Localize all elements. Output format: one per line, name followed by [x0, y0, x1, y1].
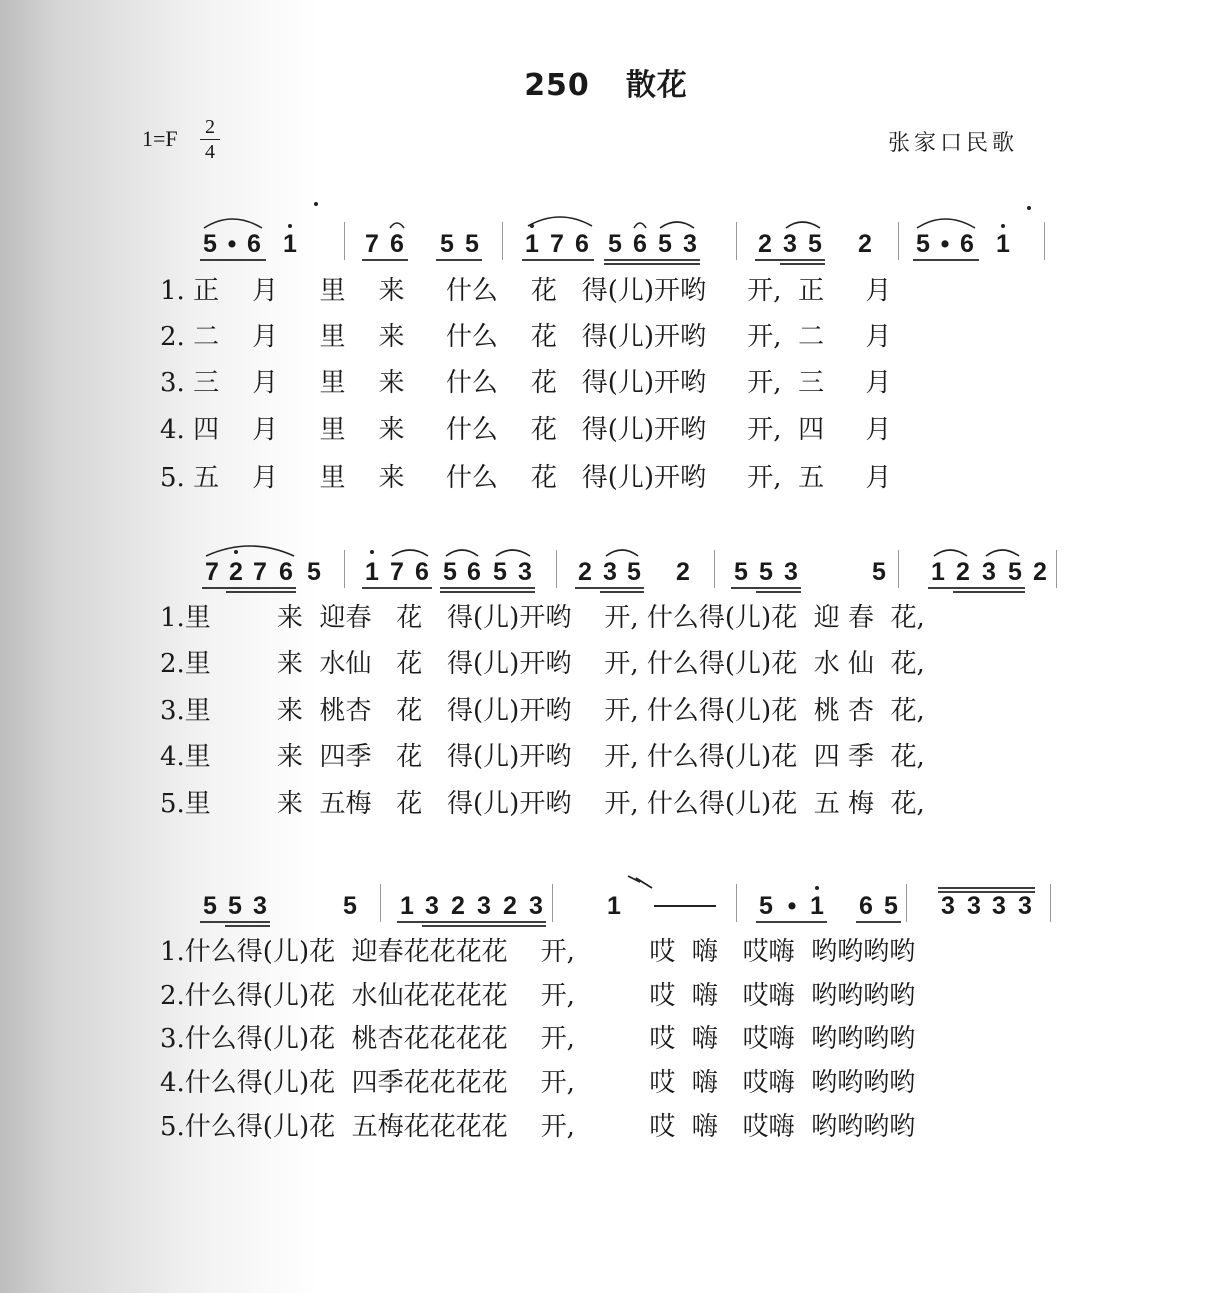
slur — [917, 219, 975, 228]
melody-note: 3 — [253, 892, 267, 920]
song-origin: 张家口民歌 — [888, 131, 1019, 156]
lyric-line: 2. 二 月 里 来 什么 花 得(儿)开哟 开, 二 月 — [160, 322, 892, 352]
lyric-line: 1. 正 月 里 来 什么 花 得(儿)开哟 开, 正 月 — [160, 276, 892, 306]
melody-note: 6 — [247, 230, 261, 258]
slur — [206, 546, 294, 556]
melody-note: 3 — [941, 892, 955, 920]
time-signature-bottom: 4 — [205, 141, 215, 163]
melody-note: 7 — [365, 230, 379, 258]
melody-dot: • — [787, 892, 797, 920]
melody-note: 7 — [253, 558, 267, 586]
melody-note: 5 — [307, 558, 321, 586]
melody-note: 3 — [783, 230, 797, 258]
melody-note: 5 — [1008, 558, 1022, 586]
melody-note: 2 — [758, 230, 772, 258]
melody-note: 5 — [465, 230, 479, 258]
melody-note: 2 — [229, 558, 243, 586]
lyric-line: 2.里 来 水仙 花 得(儿)开哟 开, 什么得(儿)花 水 仙 花, — [160, 649, 925, 679]
melody-note: 5 — [872, 558, 886, 586]
melody-note: 6 — [633, 230, 647, 258]
melody-note: 3 — [1018, 892, 1032, 920]
lyric-line: 2.什么得(儿)花 水仙花花花花 开, 哎 嗨 哎嗨 哟哟哟哟 — [160, 981, 916, 1011]
melody-note: 3 — [992, 892, 1006, 920]
melody-note: 3 — [518, 558, 532, 586]
lyric-line: 3. 三 月 里 来 什么 花 得(儿)开哟 开, 三 月 — [160, 368, 892, 398]
slur — [496, 550, 530, 556]
lyric-line: 5. 五 月 里 来 什么 花 得(儿)开哟 开, 五 月 — [160, 463, 892, 493]
melody-note: 3 — [425, 892, 439, 920]
melody-note: 5 — [203, 892, 217, 920]
melody-note: 5 — [884, 892, 898, 920]
melody-note: 5 — [608, 230, 622, 258]
slur — [204, 219, 262, 228]
melody-note: 3 — [967, 892, 981, 920]
melody-note: 6 — [390, 230, 404, 258]
melody-note: 3 — [784, 558, 798, 586]
melody-note: 5 — [808, 230, 822, 258]
time-signature-top: 2 — [205, 116, 215, 138]
slur — [934, 550, 967, 556]
melody-note: 5 — [443, 558, 457, 586]
slur — [606, 550, 638, 556]
melody-note: 5 — [759, 558, 773, 586]
melody-dot: • — [940, 230, 950, 258]
melody-note: 7 — [390, 558, 404, 586]
melody-note: 5 — [759, 892, 773, 920]
melody-note: 1 — [931, 558, 945, 586]
lyric-line: 1.里 来 迎春 花 得(儿)开哟 开, 什么得(儿)花 迎 春 花, — [160, 603, 925, 633]
melody-note: 3 — [683, 230, 697, 258]
melody-note: 5 — [734, 558, 748, 586]
melody-note: 5 — [658, 230, 672, 258]
melody-note: 7 — [550, 230, 564, 258]
slur — [446, 550, 478, 556]
song-name: 散花 — [625, 68, 688, 103]
lyric-line: 3.里 来 桃杏 花 得(儿)开哟 开, 什么得(儿)花 桃 杏 花, — [160, 696, 925, 726]
melody-note: 6 — [859, 892, 873, 920]
slur — [390, 223, 404, 228]
melody-note: 5 — [228, 892, 242, 920]
lyric-line: 4.什么得(儿)花 四季花花花花 开, 哎 嗨 哎嗨 哟哟哟哟 — [160, 1068, 916, 1098]
lyric-line: 5.什么得(儿)花 五梅花花花花 开, 哎 嗨 哎嗨 哟哟哟哟 — [160, 1112, 916, 1142]
melody-note: 2 — [503, 892, 517, 920]
melody-note: 5 — [440, 230, 454, 258]
melody-note: 2 — [451, 892, 465, 920]
slur — [528, 217, 592, 226]
key-signature: 1=F — [142, 126, 178, 151]
lyric-line: 4. 四 月 里 来 什么 花 得(儿)开哟 开, 四 月 — [160, 415, 892, 445]
melody-note: 6 — [575, 230, 589, 258]
lyric-line: 5.里 来 五梅 花 得(儿)开哟 开, 什么得(儿)花 五 梅 花, — [160, 789, 925, 819]
melody-dot: • — [227, 230, 237, 258]
melody-note: 3 — [603, 558, 617, 586]
melody-note: 2 — [578, 558, 592, 586]
melody-note: 5 — [493, 558, 507, 586]
melody-note: 2 — [676, 558, 690, 586]
melody-note: 1 — [810, 892, 824, 920]
melody-note: 3 — [529, 892, 543, 920]
melody-note: 2 — [858, 230, 872, 258]
melody-note: 3 — [477, 892, 491, 920]
melody-note: 2 — [956, 558, 970, 586]
melody-note: 1 — [525, 230, 539, 258]
melody-note: 1 — [996, 230, 1010, 258]
lyric-line: 1.什么得(儿)花 迎春花花花花 开, 哎 嗨 哎嗨 哟哟哟哟 — [160, 937, 916, 967]
melody-note: 1 — [365, 558, 379, 586]
melody-note: 2 — [1033, 558, 1047, 586]
slur — [392, 550, 428, 556]
melody-note: 1 — [283, 230, 297, 258]
melody-note: 5 — [627, 558, 641, 586]
melody-note: 6 — [960, 230, 974, 258]
song-number: 250 — [524, 68, 590, 103]
melody-note: 1 — [400, 892, 414, 920]
lyric-line: 3.什么得(儿)花 桃杏花花花花 开, 哎 嗨 哎嗨 哟哟哟哟 — [160, 1024, 916, 1054]
melody-note: 5 — [916, 230, 930, 258]
melody-note: 5 — [203, 230, 217, 258]
melody-note: 6 — [279, 558, 293, 586]
melody-note: 7 — [205, 558, 219, 586]
melody-note: 1 — [607, 892, 621, 920]
slur — [634, 223, 646, 228]
melody-note: 6 — [467, 558, 481, 586]
slur — [660, 222, 694, 228]
slur — [986, 550, 1019, 556]
melody-note: 5 — [343, 892, 357, 920]
lyric-line: 4.里 来 四季 花 得(儿)开哟 开, 什么得(儿)花 四 季 花, — [160, 742, 925, 772]
slur — [786, 222, 820, 228]
melody-note: 3 — [982, 558, 996, 586]
melody-note: 6 — [415, 558, 429, 586]
